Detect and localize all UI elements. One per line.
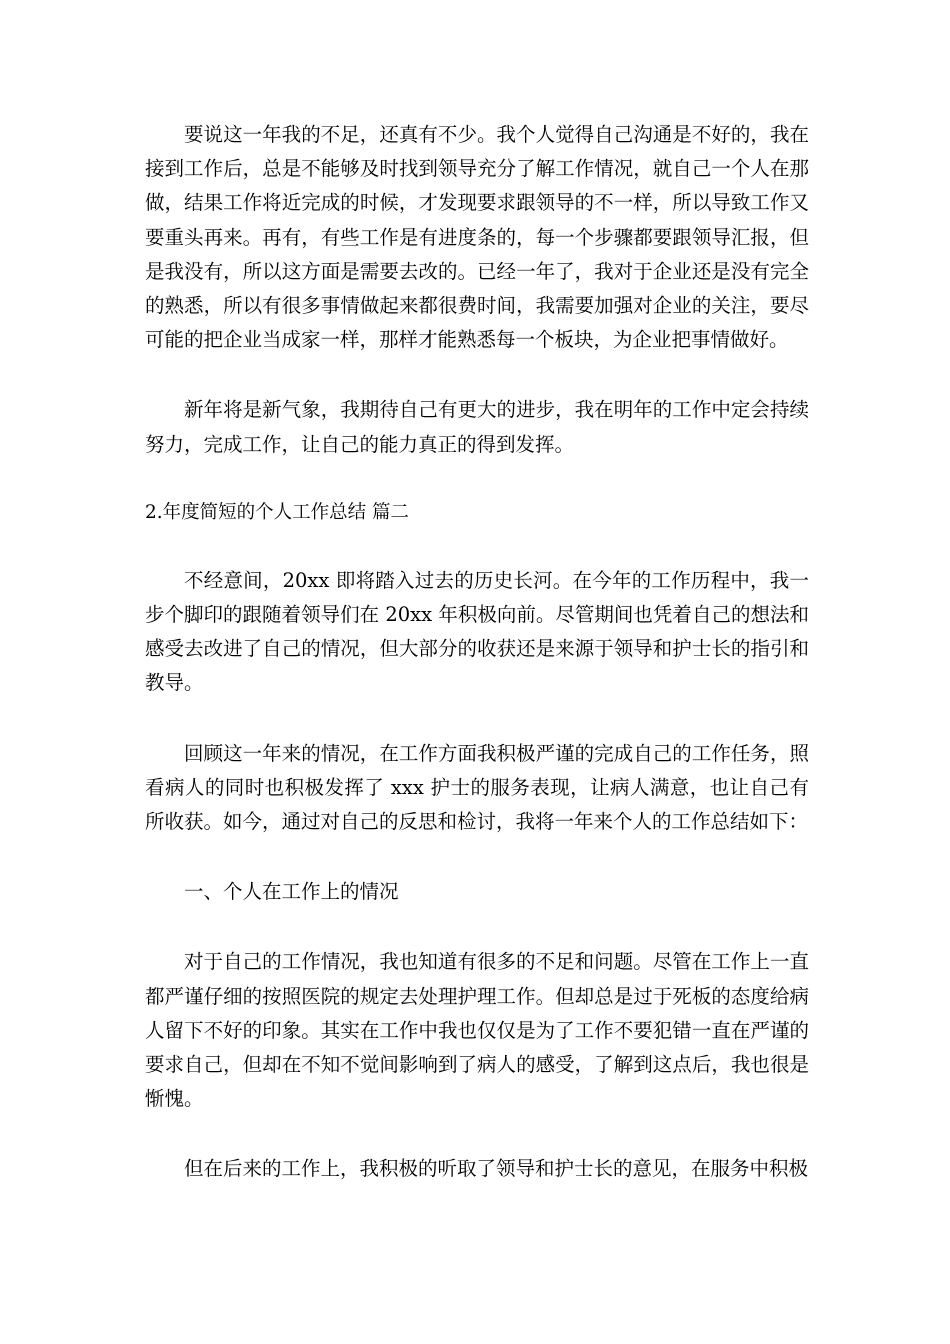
paragraph-review: 回顾这一年来的情况，在工作方面我积极严谨的完成自己的工作任务，照看病人的同时也积极发挥了 xxx 护士的服务表现，让病人满意，也让自己有所收获。如今，通过对自己的反思和检讨，我将一年来个人的工作总结如下： bbox=[145, 741, 809, 834]
subheading: 一、个人在工作上的情况 bbox=[184, 880, 399, 904]
document-page bbox=[145, 118, 809, 1187]
paragraph-shortcomings: 要说这一年我的不足，还真有不少。我个人觉得自己沟通是不好的，我在接到工作后，总是不能够及时找到领导充分了解工作情况，就自己一个人在那做，结果工作将近完成的时候，才发现要求跟领导的不一样，所以导致工作又要重头再来。再有，有些工作是有进度条的，每一个步骤都要跟领导汇报，但是我没有，所以这方面是需要去改的。已经一年了，我对于企业还是没有完全的熟悉，所以有很多事情做起来都很费时间，我需要加强对企业的关注，要尽可能的把企业当成家一样，那样才能熟悉每一个板块，为企业把事情做好。 bbox=[145, 123, 809, 352]
section-heading: 2.年度简短的个人工作总结 篇二 bbox=[145, 501, 410, 523]
paragraph-work-situation: 对于自己的工作情况，我也知道有很多的不足和问题。尽管在工作上一直都严谨仔细的按照医院的规定去处理护理工作。但却总是过于死板的态度给病人留下不好的印象。其实在工作中我也仅仅是为了工作不要犯错一直在严谨的要求自己，但却在不知不觉间影响到了病人的感受，了解到这点后，我也很是惭愧。 bbox=[145, 950, 809, 1111]
paragraph-later-work: 但在后来的工作上，我积极的听取了领导和护士长的意见，在服务中积极 bbox=[184, 1157, 809, 1181]
paragraph-intro: 不经意间，20xx 即将踏入过去的历史长河。在今年的工作历程中，我一步个脚印的跟随着领导们在 20xx 年积极向前。尽管期间也凭着自己的想法和感受去改进了自己的情况，但大部分的收获还是来源于领导和护士长的指引和教导。 bbox=[145, 568, 809, 695]
paragraph-new-year: 新年将是新气象，我期待自己有更大的进步，我在明年的工作中定会持续努力，完成工作，让自己的能力真正的得到发挥。 bbox=[145, 398, 809, 456]
